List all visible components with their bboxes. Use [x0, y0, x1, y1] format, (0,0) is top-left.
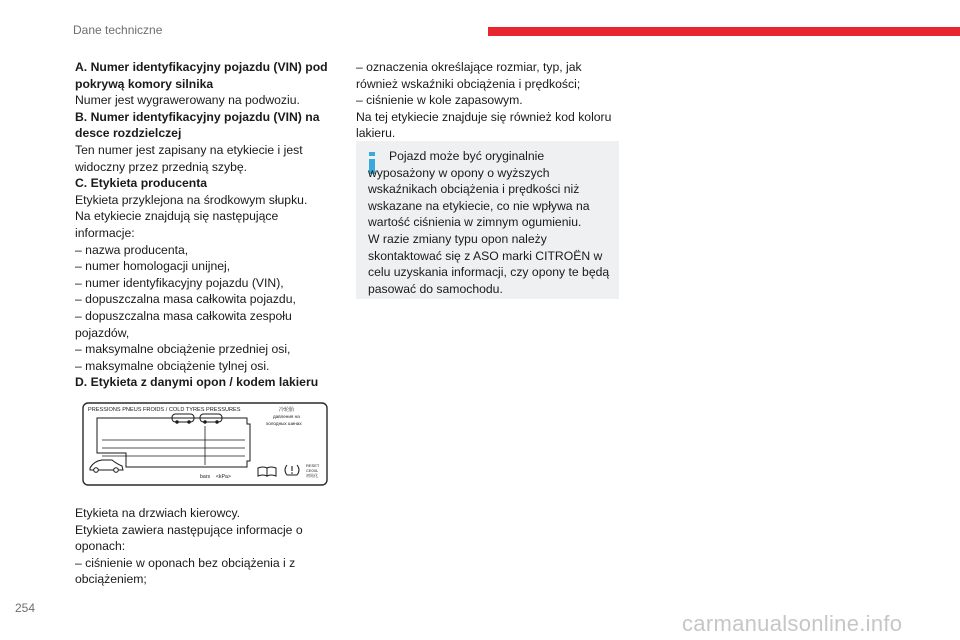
list-item: – maksymalne obciążenie przedniej osi, [75, 342, 291, 357]
list-item: – nazwa producenta, [75, 242, 189, 257]
right-column [356, 59, 620, 142]
tyre-label-reset-1: RESET [306, 463, 320, 468]
tyre-label-reset-3: 初始化 [306, 473, 318, 478]
paragraph: Na etykiecie znajdują się następujące informacje: [75, 209, 279, 240]
left-column-bottom [75, 505, 337, 588]
heading-tyre-paint-label: D. Etykieta z danymi opon / kodem lakieru [75, 375, 319, 390]
paragraph: Etykieta przyklejona na środkowym słupku. [75, 192, 308, 207]
header-accent-bar [488, 27, 960, 36]
tyre-label-right-top: 冷轮胎 [279, 407, 295, 413]
list-item: – ciśnienie w kole zapasowym. [356, 93, 523, 108]
list-item: – numer homologacji unijnej, [75, 259, 231, 274]
list-item: – dopuszczalna masa całkowita zespołu pojazdów, [75, 308, 292, 340]
info-note-box [356, 141, 619, 299]
watermark: carmanualsonline.info [682, 611, 903, 636]
heading-manufacturer-label: C. Etykieta producenta [75, 176, 208, 191]
note-paragraph: Pojazd może być oryginalnie wyposażony w opony o wyższych wskaźnikach obciążenia i prędkości niż wskazane na etykiecie, co nie wpływa na wartość ciśnienia w zimnym ogumieniu. [368, 149, 590, 230]
left-column [75, 59, 337, 391]
section-title: Dane techniczne [73, 23, 163, 37]
paragraph: Numer jest wygrawerowany na podwoziu. [75, 93, 300, 108]
tyre-label-right-mid-2: холодных шинах [266, 421, 302, 426]
list-item: – maksymalne obciążenie tylnej osi. [75, 358, 270, 373]
paragraph: Na tej etykiecie znajduje się również kod koloru lakieru. [356, 109, 612, 141]
heading-vin-dashboard: B. Numer identyfikacyjny pojazdu (VIN) na desce rozdzielczej [75, 109, 320, 141]
note-paragraph: W razie zmiany typu opon należy skontaktować się z ASO marki CITROËN w celu uzyskania informacji, czy opony te będą pasować do samochodu. [368, 231, 610, 296]
list-item: – numer identyfikacyjny pojazdu (VIN), [75, 275, 284, 290]
paragraph: Etykieta zawiera następujące informacje o oponach: [75, 522, 303, 554]
tyre-pressure-label-illustration [82, 402, 328, 486]
tyre-label-units: bars <kPa> [200, 474, 231, 480]
list-item: – oznaczenia określające rozmiar, typ, jak również wskaźniki obciążenia i prędkości; [356, 60, 582, 91]
tyre-label-right-mid-1: давления на [273, 414, 300, 419]
paragraph: Ten numer jest zapisany na etykiecie i jest widoczny przez przednią szybę. [75, 142, 303, 174]
list-item: – dopuszczalna masa całkowita pojazdu, [75, 292, 296, 307]
tyre-label-header: PRESSIONS PNEUS FROIDS / COLD TYRES PRESSURES [88, 407, 241, 413]
list-item: – ciśnienie w oponach bez obciążenia i z obciążeniem; [75, 555, 296, 587]
paragraph: Etykieta na drzwiach kierowcy. [75, 506, 241, 520]
tyre-label-reset-2: CE00L [306, 468, 319, 473]
page-number: 254 [15, 601, 36, 615]
heading-vin-engine: A. Numer identyfikacyjny pojazdu (VIN) pod pokrywą komory silnika [75, 60, 328, 91]
